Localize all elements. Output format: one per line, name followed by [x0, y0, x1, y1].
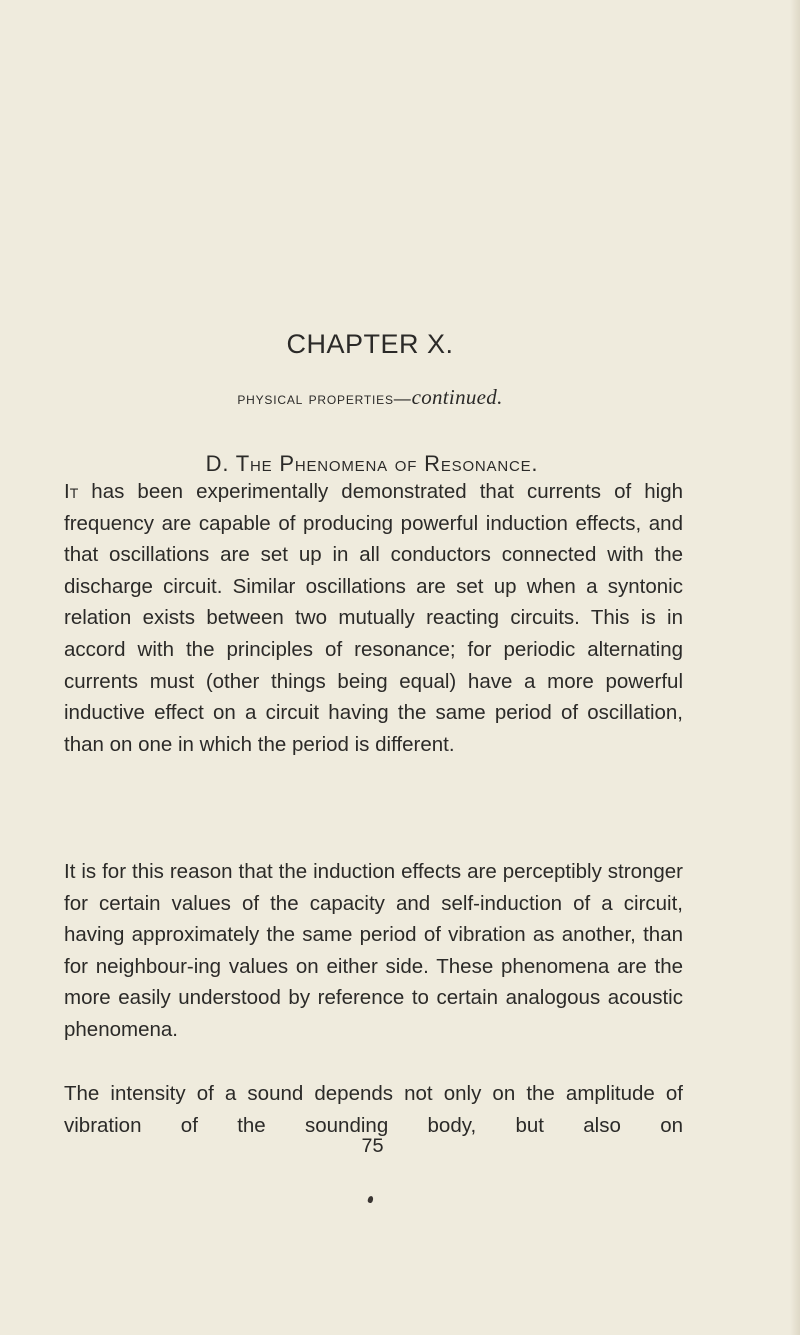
paragraph-2: [64, 856, 683, 1046]
chapter-title: CHAPTER X.: [286, 329, 454, 359]
binding-shadow: [790, 0, 800, 1335]
paragraph-1-body: has been experimentally demonstrated that currents of high frequency are capable of producing powerful induction effects, and that oscillations are set up in all conductors connected with the discharge circuit. Similar oscillations are set up when a syntonic relation exists between two mutually reacting circuits. This is in accord with the principles of resonance; for periodic alternating currents must (other things being equal) have a more powerful inductive effect on a circuit having the same period of oscillation, than on one in which the period is different.: [64, 480, 683, 756]
subtitle-italic: continued.: [411, 385, 503, 409]
paragraph-1-text: [64, 476, 683, 760]
ink-speck: [367, 1195, 374, 1203]
chapter-subtitle: [0, 385, 740, 410]
subtitle-dash: —: [393, 389, 412, 408]
paragraph-3-text: The intensity of a sound depends not only on the amplitude of vibration of the sounding body, but also on: [64, 1082, 683, 1137]
paragraph-2-text: It is for this reason that the induction effects are perceptibly stronger for certain values of the capacity and self-induction of a circuit, having approximately the same period of vibration as another, than for neighbour-ing values on either side. These phenomena are the more easily understood by reference to certain analogous acoustic phenomena.: [64, 860, 683, 1041]
section-heading: D. The Phenomena of Resonance.: [205, 451, 539, 476]
paragraph-3: [64, 1078, 683, 1141]
subtitle-caps: physical properties: [237, 389, 394, 408]
paragraph-1-lead: It: [64, 480, 79, 503]
page-number: 75: [360, 1136, 383, 1159]
paragraph-1: [64, 476, 683, 760]
